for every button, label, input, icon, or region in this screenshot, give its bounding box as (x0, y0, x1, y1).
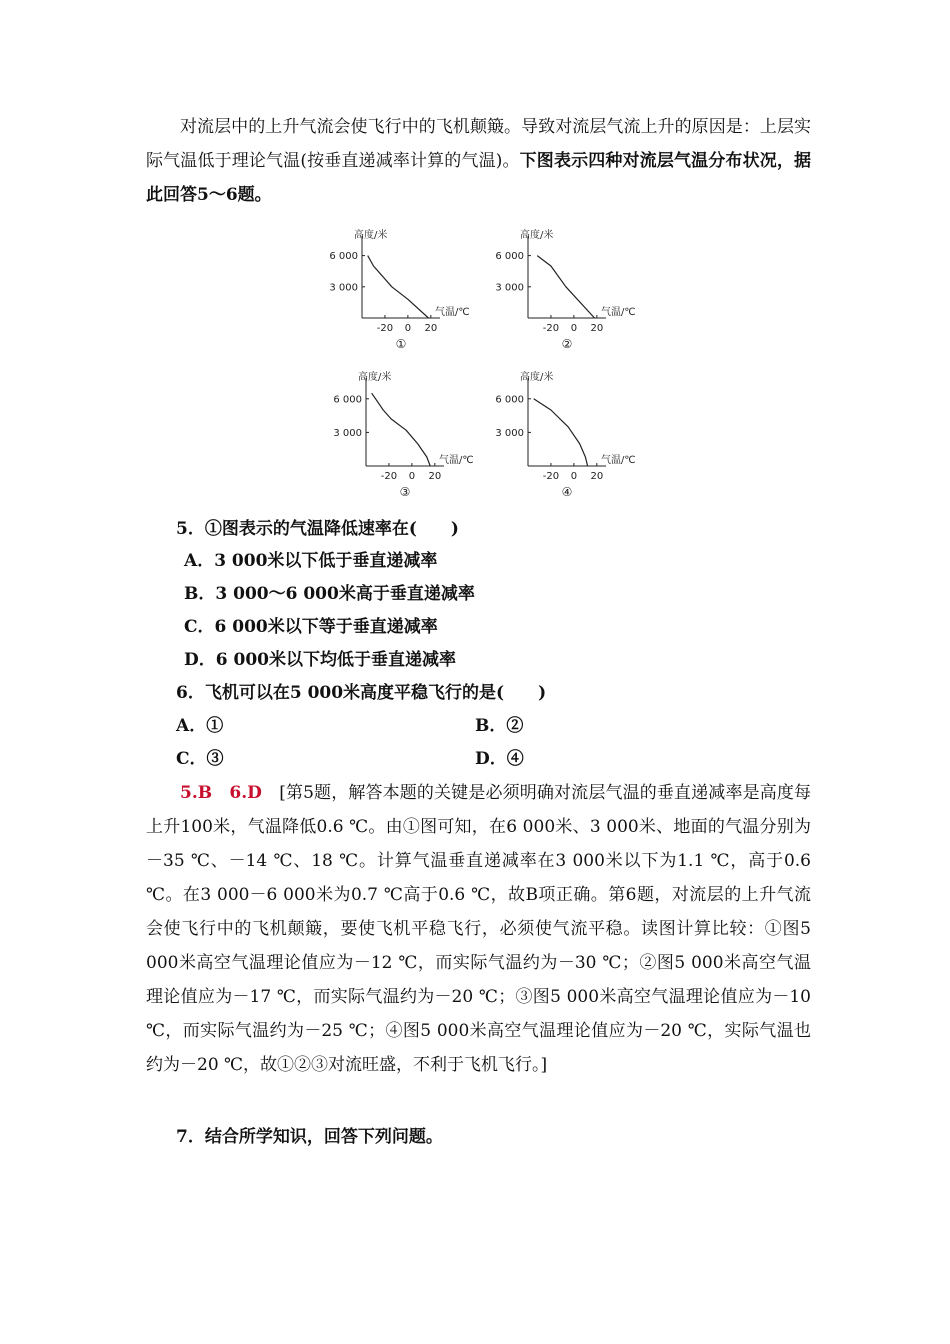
answer-explanation (146, 776, 811, 1082)
x-tick-label: -20 (542, 471, 560, 482)
chart-4 (484, 364, 664, 500)
temperature-curve (368, 256, 429, 318)
q6-option-b: B．② (475, 716, 524, 736)
q7-stem: 7．结合所学知识，回答下列问题。 (176, 1127, 443, 1147)
answer-text: [第5题，解答本题的关键是必须明确对流层气温的垂直递减率是高度每上升100米，气温降低0.6 ℃。由①图可知，在6 000米、3 000米、地面的气温分别为－35 ℃、－14 ℃、18 ℃。计算气温垂直递减率在3 000米以下为1.1 ℃，高于0.6 ℃。在3 000－6 000米为0.7 ℃高于0.6 ℃，故B项正确。第6题，对流层的上升气流会使飞行中的飞机颠簸，要使飞机平稳飞行，必须使气流平稳。读图计算比较：①图5 000米高空气温理论值应为－12 ℃，而实际气温约为－30 ℃；②图5 000米高空气温理论值应为－17 ℃，而实际气温约为－20 ℃；③图5 000米高空气温理论值应为－10 ℃，而实际气温约为－25 ℃；④图5 000米高空气温理论值应为－20 ℃，实际气温也约为－20 ℃，故①②③对流旺盛，不利于飞机飞行。] (146, 783, 812, 1075)
chart-label: ③ (399, 485, 411, 499)
x-tick-label: 0 (404, 323, 412, 334)
y-tick-label: 3 000 (495, 282, 524, 294)
chart-3 (322, 364, 502, 500)
x-tick-label: -20 (542, 323, 560, 334)
temperature-curve (534, 399, 588, 466)
y-axis-label: 高度/米 (520, 230, 554, 241)
x-axis-label: 气温/℃ (435, 307, 470, 318)
q5-option-a: A．3 000米以下低于垂直递减率 (184, 551, 438, 571)
q6-option-d: D．④ (475, 749, 524, 769)
q6-stem: 6．飞机可以在5 000米高度平稳飞行的是( ) (176, 683, 547, 703)
y-tick-label: 3 000 (329, 282, 358, 294)
y-axis-label: 高度/米 (354, 230, 388, 241)
x-tick-label: -20 (376, 323, 394, 334)
y-tick-label: 6 000 (495, 394, 524, 406)
intro-paragraph (146, 110, 811, 212)
x-axis-label: 气温/℃ (439, 455, 474, 466)
x-axis-label: 气温/℃ (601, 455, 636, 466)
x-tick-label: 0 (570, 471, 578, 482)
y-tick-label: 6 000 (495, 251, 524, 263)
y-tick-label: 6 000 (329, 251, 358, 263)
answer-key: 5.B 6.D (180, 783, 262, 803)
y-tick-label: 6 000 (333, 394, 362, 406)
q6-option-c: C．③ (176, 749, 224, 769)
y-tick-label: 3 000 (333, 427, 362, 439)
intro-part2: 下图表示四种对流层气温分布状况，据此回答5～6题。 (146, 151, 812, 205)
temperature-curve (537, 256, 594, 318)
chart-1 (318, 222, 498, 352)
x-tick-label: 20 (424, 323, 438, 334)
x-tick-label: 20 (590, 471, 604, 482)
x-axis-label: 气温/℃ (601, 307, 636, 318)
q5-option-c: C．6 000米以下等于垂直递减率 (184, 617, 438, 637)
x-tick-label: 20 (428, 471, 442, 482)
x-tick-label: 20 (590, 323, 604, 334)
intro-part1: 对流层中的上升气流会使飞行中的飞机颠簸。导致对流层气流上升的原因是：上层实际气温低于理论气温(按垂直递减率计算的气温)。 (146, 117, 811, 171)
x-tick-label: 0 (570, 323, 578, 334)
x-tick-label: 0 (408, 471, 416, 482)
q5-option-d: D．6 000米以下均低于垂直递减率 (184, 650, 456, 670)
y-axis-label: 高度/米 (358, 372, 392, 383)
y-axis-label: 高度/米 (520, 372, 554, 383)
chart-2 (484, 222, 664, 352)
x-tick-label: -20 (380, 471, 398, 482)
chart-label: ④ (561, 485, 573, 499)
chart-label: ② (561, 337, 573, 351)
temperature-curve (372, 393, 431, 466)
q6-option-a: A．① (176, 716, 224, 736)
q5-option-b: B．3 000～6 000米高于垂直递减率 (184, 584, 475, 604)
q5-stem: 5．①图表示的气温降低速率在( ) (176, 519, 459, 539)
y-tick-label: 3 000 (495, 427, 524, 439)
chart-label: ① (395, 337, 407, 351)
